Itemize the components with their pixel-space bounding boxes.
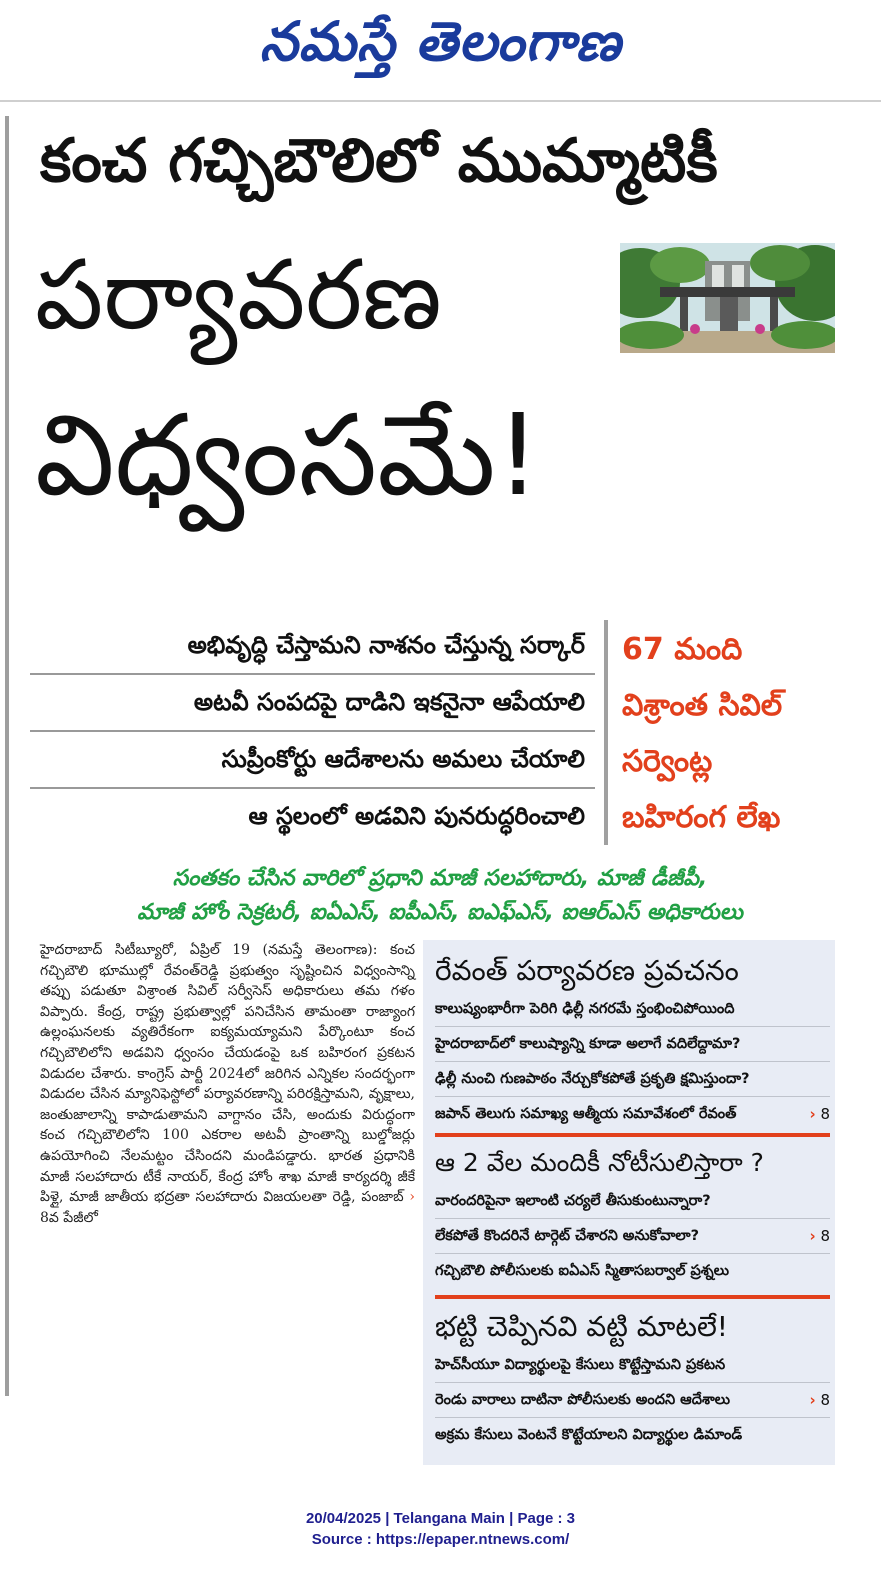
newspaper-logo: నమస్తే తెలంగాణ <box>259 10 622 73</box>
page-footer <box>0 1508 881 1550</box>
university-gate-photo <box>620 243 835 353</box>
related-story-box <box>435 1142 830 1288</box>
footer-source: Source : https://epaper.ntnews.com/ <box>311 1531 570 1548</box>
box-title: ఆ 2 వేల మందికీ నోటీసులిస్తారా ? <box>435 1148 764 1177</box>
box-title: భట్టి చెప్పినవి వట్టి మాటలే! <box>435 1310 729 1343</box>
red-highlight-line: విశ్రాంత సివిల్ <box>622 688 783 723</box>
continued-on-page: 8వ పేజీలో <box>40 1209 98 1226</box>
headline-line-1: కంచ గచ్చిబౌలిలో ముమ్మాటికీ <box>40 126 718 196</box>
related-story-box <box>435 950 830 1131</box>
footer-edition-info: 20/04/2025 | Telangana Main | Page : 3 <box>305 1510 576 1527</box>
box-separator <box>435 1133 830 1137</box>
column-divider <box>604 620 608 845</box>
masthead <box>0 0 881 92</box>
green-caption-line-2: మాజీ హోం సెక్రటరీ, ఐఏఎస్, ఐపీఎస్, ఐఎఫ్ఎస్, ఐఆర్ఎస్ అధికారులు <box>137 900 743 925</box>
red-highlight-line: బహిరంగ లేఖ <box>622 800 781 835</box>
list-item: అక్రమ కేసులు వెంటనే కొట్టేయాలని విద్యార్థుల డిమాండ్ <box>435 1427 743 1443</box>
continued-chevron-icon: › <box>409 1189 415 1206</box>
left-margin-bar <box>5 116 9 1396</box>
sub-headlines <box>30 618 595 844</box>
list-item: కాలుష్యంభారీగా పెరిగి ఢిల్లీ నగరమే స్తంభించిపోయింది <box>435 992 830 1027</box>
box-title: రేవంత్ పర్యావరణ ప్రవచనం <box>435 954 739 987</box>
list-item: జపాన్ తెలుగు సమాఖ్య ఆత్మీయ సమావేశంలో రేవంత్ › 8 <box>435 1097 830 1131</box>
list-item: వారందరిపైనా ఇలాంటి చర్యలే తీసుకుంటున్నారా? <box>435 1184 830 1219</box>
chevron-right-icon: › <box>809 1391 816 1409</box>
green-caption-line-1: సంతకం చేసిన వారిలో ప్రధాని మాజీ సలహాదారు, మాజీ డీజీపీ, <box>172 866 708 891</box>
list-item: ఢిల్లీ నుంచి గుణపాఠం నేర్చుకోకపోతే ప్రకృతి క్షమిస్తుందా? <box>435 1062 830 1097</box>
chevron-right-icon: › <box>809 1227 816 1245</box>
red-highlight-box <box>622 622 862 846</box>
page-reference: › 8 <box>809 1105 830 1123</box>
list-item: హైదరాబాద్‌లో కాలుష్యాన్ని కూడా అలాగే వదిలేద్దామా? <box>435 1027 830 1062</box>
article-text: హైదరాబాద్ సిటీబ్యూరో, ఏప్రిల్ 19 (నమస్తే తెలంగాణ): కంచ గచ్చిబౌలి భూముల్లో రేవంత్‌రెడ్డి ప్రభుత్వం సృష్టించిన విధ్వంసాన్ని తప్పు పడుతూ విశ్రాంత సివిల్ సర్వీసెస్ అధికారులు తమ గళం విప్పారు. కేంద్ర, రాష్ట్ర ప్రభుత్వాల్లో పనిచేసిన తామంతా రాజ్యాంగ ఉల్లంఘనలకు వ్యతిరేకంగా ఐక్యమయ్యామని పేర్కొంటూ కంచ గచ్చిబౌలిలోని అడవిని ధ్వంసం చేయడంపై ఒక బహిరంగ ప్రకటన విడుదల చేశారు. కాంగ్రెస్ పార్టీ 2024లో జరిగిన ఎన్నికల సందర్భంగా విడుదల చేసిన మ్యానిఫెస్టోలో పర్యావరణాన్ని పరిరక్షిస్తామని, వృక్షాలు, జంతుజాలాన్ని కాపాడుతామని వాగ్దానం చేసి, అందుకు విరుద్ధంగా కంచ గచ్చిబౌలిలోని 100 ఎకరాల అటవీ ప్రాంతాన్ని బుల్డోజర్లు ఉపయోగించి నేలమట్టం చేసిందని మండిపడ్డారు. భారత ప్రధానికి మాజీ సలహాదారు టీకే నాయర్, కేంద్ర హోం శాఖ మాజీ కార్యదర్శి జీకే పిళ్లై, మాజీ జాతీయ భద్రతా సలహాదారు విజయలతా రెడ్డి, పంజాబ్ <box>40 942 415 1206</box>
red-highlight-line: సర్వెంట్ల <box>622 744 713 779</box>
page-reference: › 8 <box>809 1391 830 1409</box>
list-item: గచ్చిబౌలి పోలీసులకు ఐఏఎస్ స్మితాసబర్వాల్ ప్రశ్నలు <box>435 1263 729 1279</box>
sub-headline: అభివృద్ధి చేస్తామని నాశనం చేస్తున్న సర్కార్ <box>30 618 595 675</box>
headline-line-3: విధ్వంసమే! <box>35 391 541 521</box>
sub-headline: సుప్రీంకోర్టు ఆదేశాలను అమలు చేయాలి <box>30 732 595 789</box>
article-body <box>40 940 415 1228</box>
sub-headline: ఆ స్థలంలో అడవిని పునరుద్ధరించాలి <box>248 802 585 830</box>
related-story-box <box>435 1306 830 1452</box>
related-stories-panel <box>423 940 835 1465</box>
chevron-right-icon: › <box>809 1105 816 1123</box>
list-item: హెచ్‌సీయూ విద్యార్థులపై కేసులు కొట్టేస్తామని ప్రకటన <box>435 1348 830 1383</box>
sub-headline: అటవీ సంపదపై దాడిని ఇకనైనా ఆపేయాలి <box>30 675 595 732</box>
list-item: లేకపోతే కొందరినే టార్గెట్ చేశారని అనుకోవాలా? › 8 <box>435 1219 830 1254</box>
box-separator <box>435 1295 830 1299</box>
list-item: రెండు వారాలు దాటినా పోలీసులకు అందని ఆదేశాలు › 8 <box>435 1383 830 1418</box>
red-highlight-line: 67 మంది <box>622 632 743 667</box>
masthead-divider <box>0 100 881 102</box>
page-reference: › 8 <box>809 1227 830 1245</box>
headline-line-2: పర్యావరణ <box>35 239 442 351</box>
